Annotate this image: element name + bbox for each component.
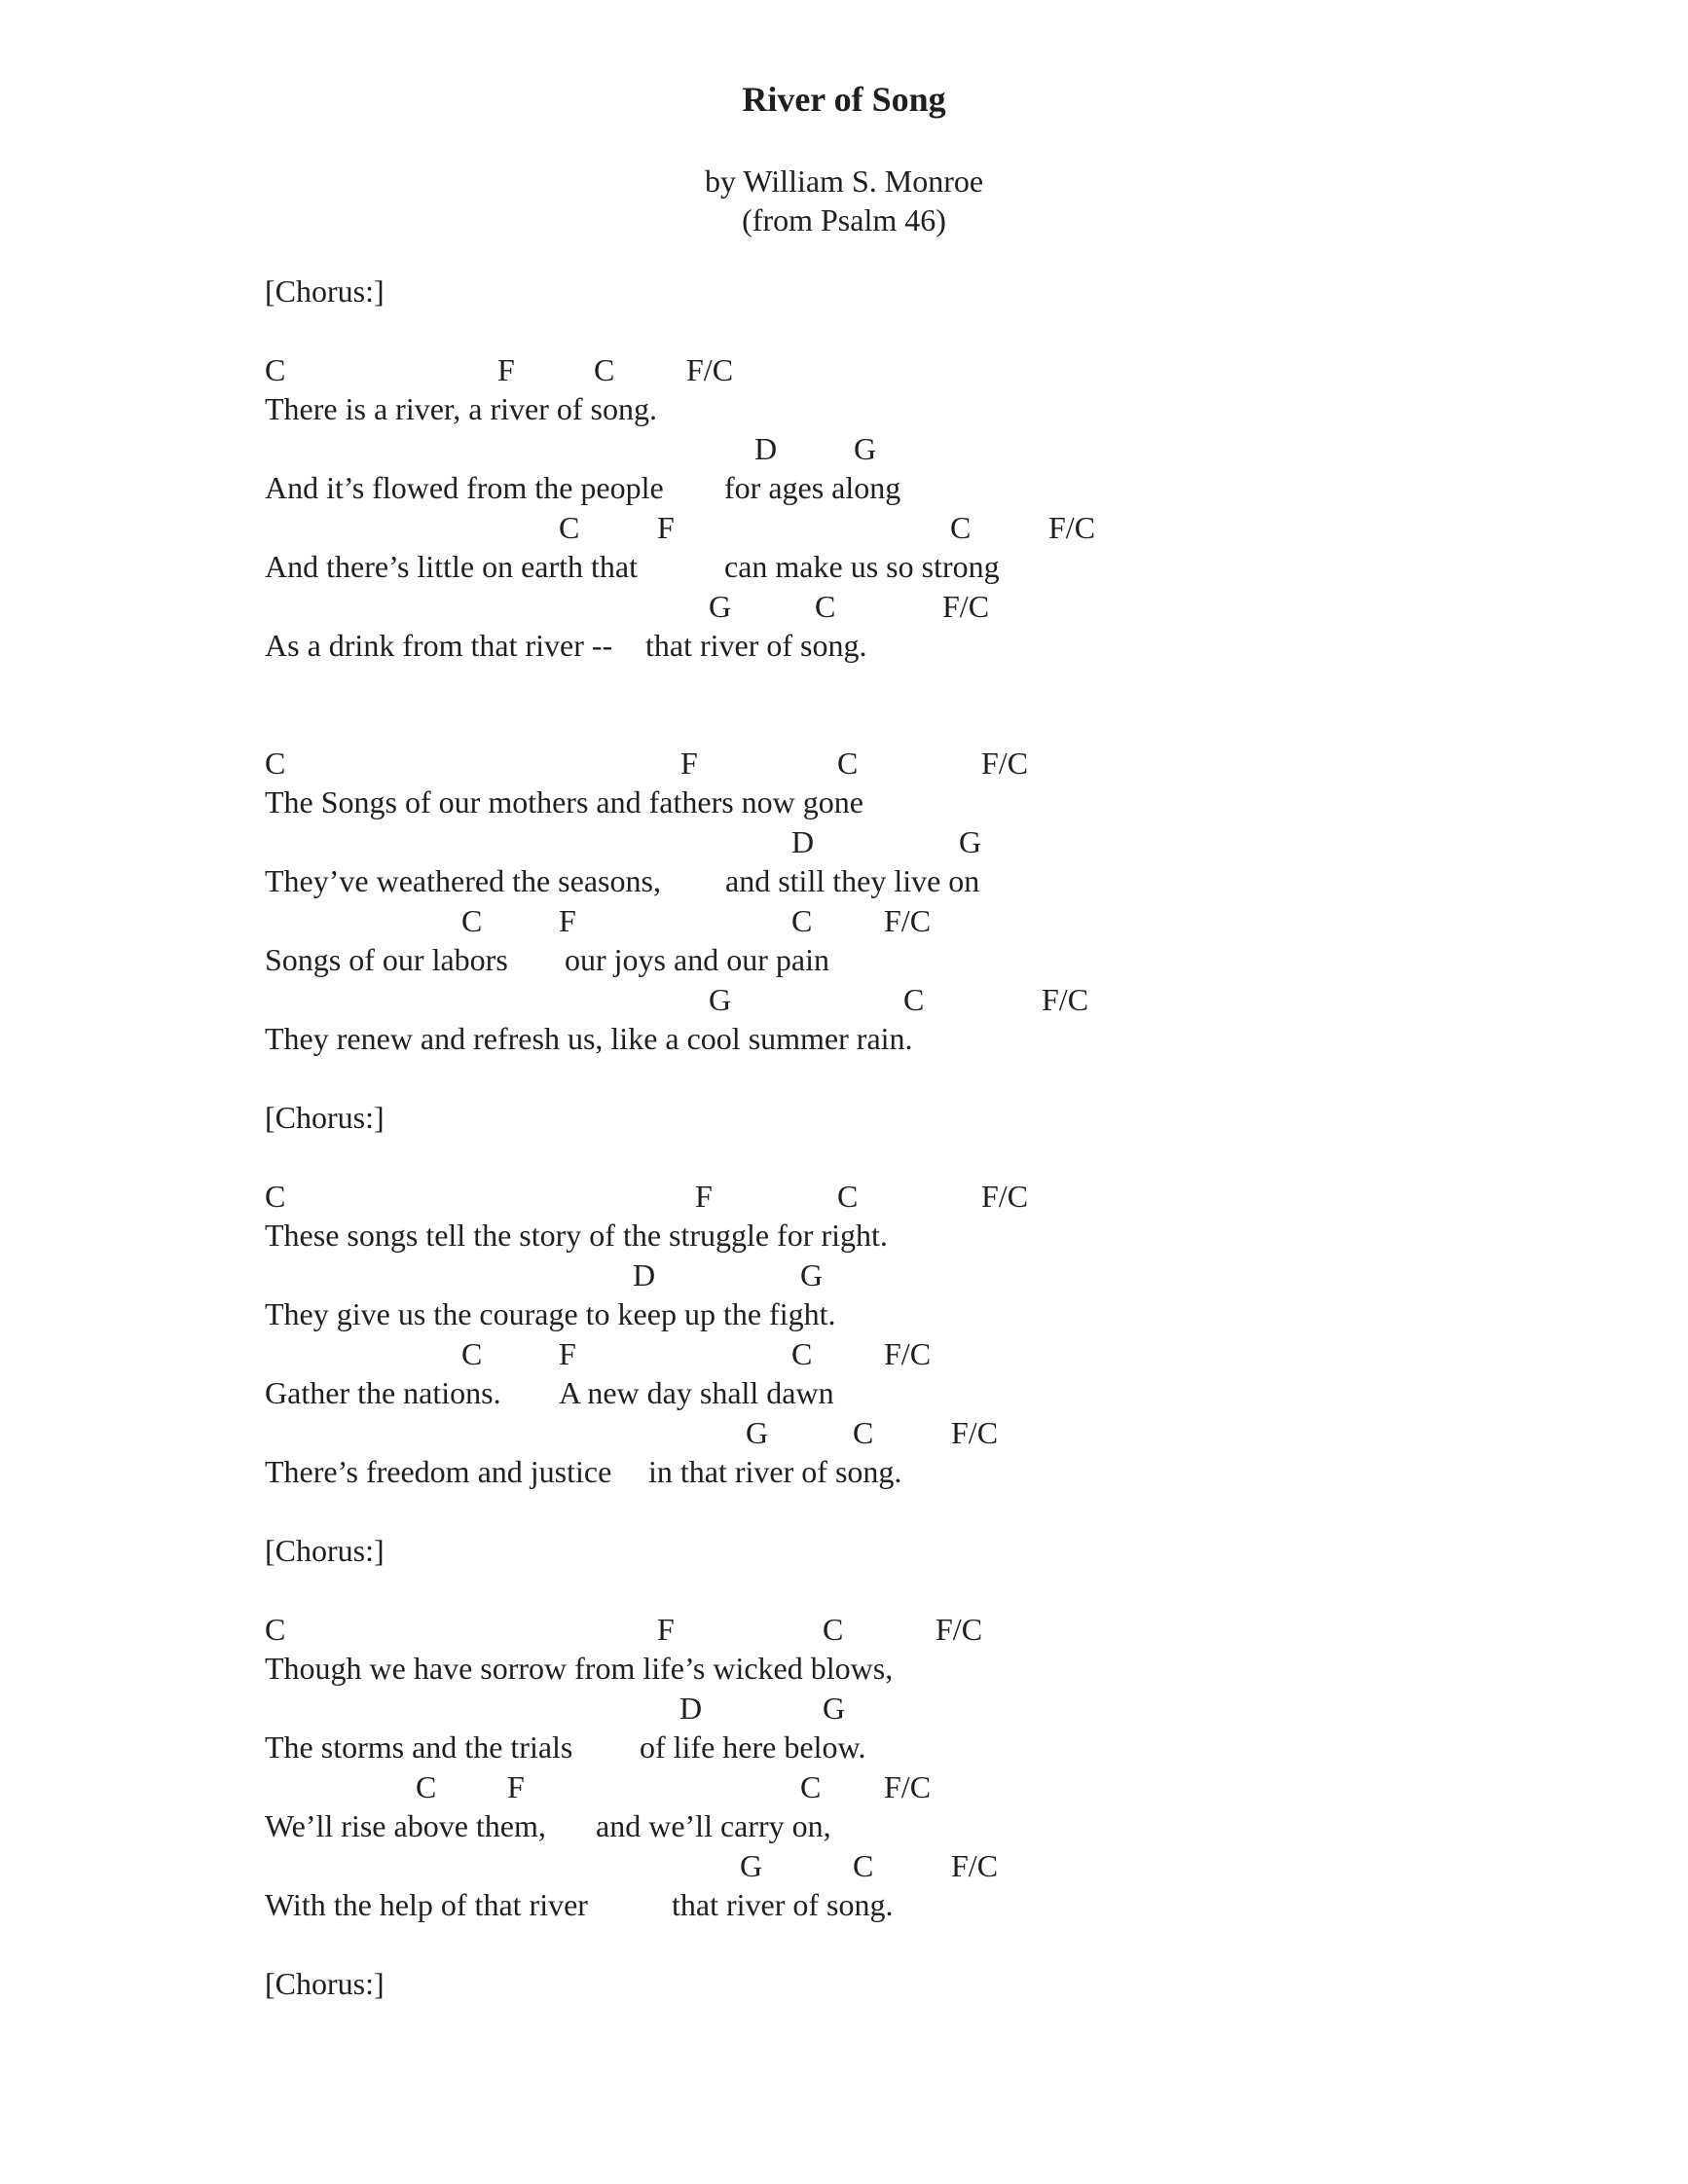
section-label-chorus: [Chorus:]	[265, 1533, 385, 1568]
chord: F	[559, 903, 576, 938]
chord: F/C	[686, 352, 734, 387]
chord: C	[837, 746, 859, 781]
chord: F/C	[951, 1848, 999, 1883]
lyric-line: The Songs of our mothers and fathers now gone	[265, 784, 863, 819]
chord: C	[815, 589, 836, 624]
chord: C	[903, 982, 925, 1017]
chord: F/C	[942, 589, 990, 624]
lyric-line: These songs tell the story of the struggle for right.	[265, 1218, 888, 1253]
lyric-line: As a drink from that river --	[265, 628, 613, 663]
lyric-line: for ages along	[724, 470, 901, 505]
lyric-line: and still they live on	[725, 863, 980, 898]
section-label-chorus: [Chorus:]	[265, 1966, 385, 2001]
chord: C	[594, 352, 615, 387]
lyric-line: that river of song.	[645, 628, 867, 663]
chord: G	[740, 1848, 763, 1883]
lyric-line: A new day shall dawn	[559, 1375, 834, 1410]
chord: G	[709, 982, 732, 1017]
lyric-line: And there’s little on earth that	[265, 549, 638, 584]
chord: D	[679, 1691, 703, 1726]
song-author: by William S. Monroe	[704, 164, 984, 199]
chord: F	[695, 1179, 713, 1214]
chord: D	[791, 824, 815, 859]
chord: F	[657, 510, 675, 545]
chord: G	[854, 431, 877, 466]
song-source: (from Psalm 46)	[742, 202, 946, 237]
chord: C	[416, 1769, 437, 1804]
chord: F/C	[884, 903, 932, 938]
lyric-line: With the help of that river	[265, 1887, 588, 1922]
chord: G	[746, 1415, 769, 1450]
chord: F	[680, 746, 698, 781]
chord: C	[853, 1415, 874, 1450]
lyric-line: our joys and our pain	[565, 942, 829, 977]
lyric-line: And it’s flowed from the people	[265, 470, 664, 505]
chord: G	[823, 1691, 846, 1726]
chord: C	[559, 510, 580, 545]
chord: C	[823, 1612, 844, 1647]
lyric-line: They give us the courage to keep up the fight.	[265, 1296, 836, 1331]
chord: C	[800, 1769, 822, 1804]
chord: C	[791, 1336, 813, 1371]
lyric-line: of life here below.	[640, 1729, 866, 1765]
chord: C	[791, 903, 813, 938]
lyric-line: They renew and refresh us, like a cool summer rain.	[265, 1021, 913, 1056]
chord: F	[559, 1336, 576, 1371]
lyric-line: There is a river, a river of song.	[265, 391, 657, 426]
lyric-line: in that river of song.	[648, 1454, 902, 1489]
lyric-line: Songs of our labors	[265, 942, 508, 977]
lyric-line: Gather the nations.	[265, 1375, 501, 1410]
chord: C	[265, 746, 286, 781]
chord: C	[461, 903, 483, 938]
chord: F/C	[1048, 510, 1096, 545]
chord: C	[461, 1336, 483, 1371]
lyric-line: The storms and the trials	[265, 1729, 573, 1765]
chord: C	[265, 1612, 286, 1647]
lyric-line: and we’ll carry on,	[596, 1808, 831, 1843]
chord: F/C	[1042, 982, 1089, 1017]
chord: F/C	[981, 1179, 1029, 1214]
lyric-line: Though we have sorrow from life’s wicked blows,	[265, 1651, 894, 1686]
chord: C	[837, 1179, 859, 1214]
chord: G	[959, 824, 982, 859]
chord: C	[265, 1179, 286, 1214]
lyric-line: There’s freedom and justice	[265, 1454, 612, 1489]
section-label-chorus: [Chorus:]	[265, 273, 385, 309]
lyric-line: They’ve weathered the seasons,	[265, 863, 661, 898]
chord: G	[709, 589, 732, 624]
chord: C	[265, 352, 286, 387]
section-label-chorus: [Chorus:]	[265, 1100, 385, 1135]
chord: F/C	[884, 1336, 932, 1371]
chord: F/C	[951, 1415, 999, 1450]
chord: F/C	[981, 746, 1029, 781]
lyric-line: We’ll rise above them,	[265, 1808, 546, 1843]
chord: F	[507, 1769, 525, 1804]
song-title: River of Song	[742, 80, 946, 119]
chord: F	[657, 1612, 675, 1647]
lyric-line: that river of song.	[672, 1887, 894, 1922]
chord: F/C	[884, 1769, 932, 1804]
lyric-line: can make us so strong	[724, 549, 1000, 584]
chord: G	[800, 1257, 824, 1292]
chord: F/C	[936, 1612, 983, 1647]
chord: D	[754, 431, 778, 466]
chord: F	[497, 352, 515, 387]
chord: C	[950, 510, 972, 545]
chord: D	[633, 1257, 656, 1292]
chord: C	[853, 1848, 874, 1883]
